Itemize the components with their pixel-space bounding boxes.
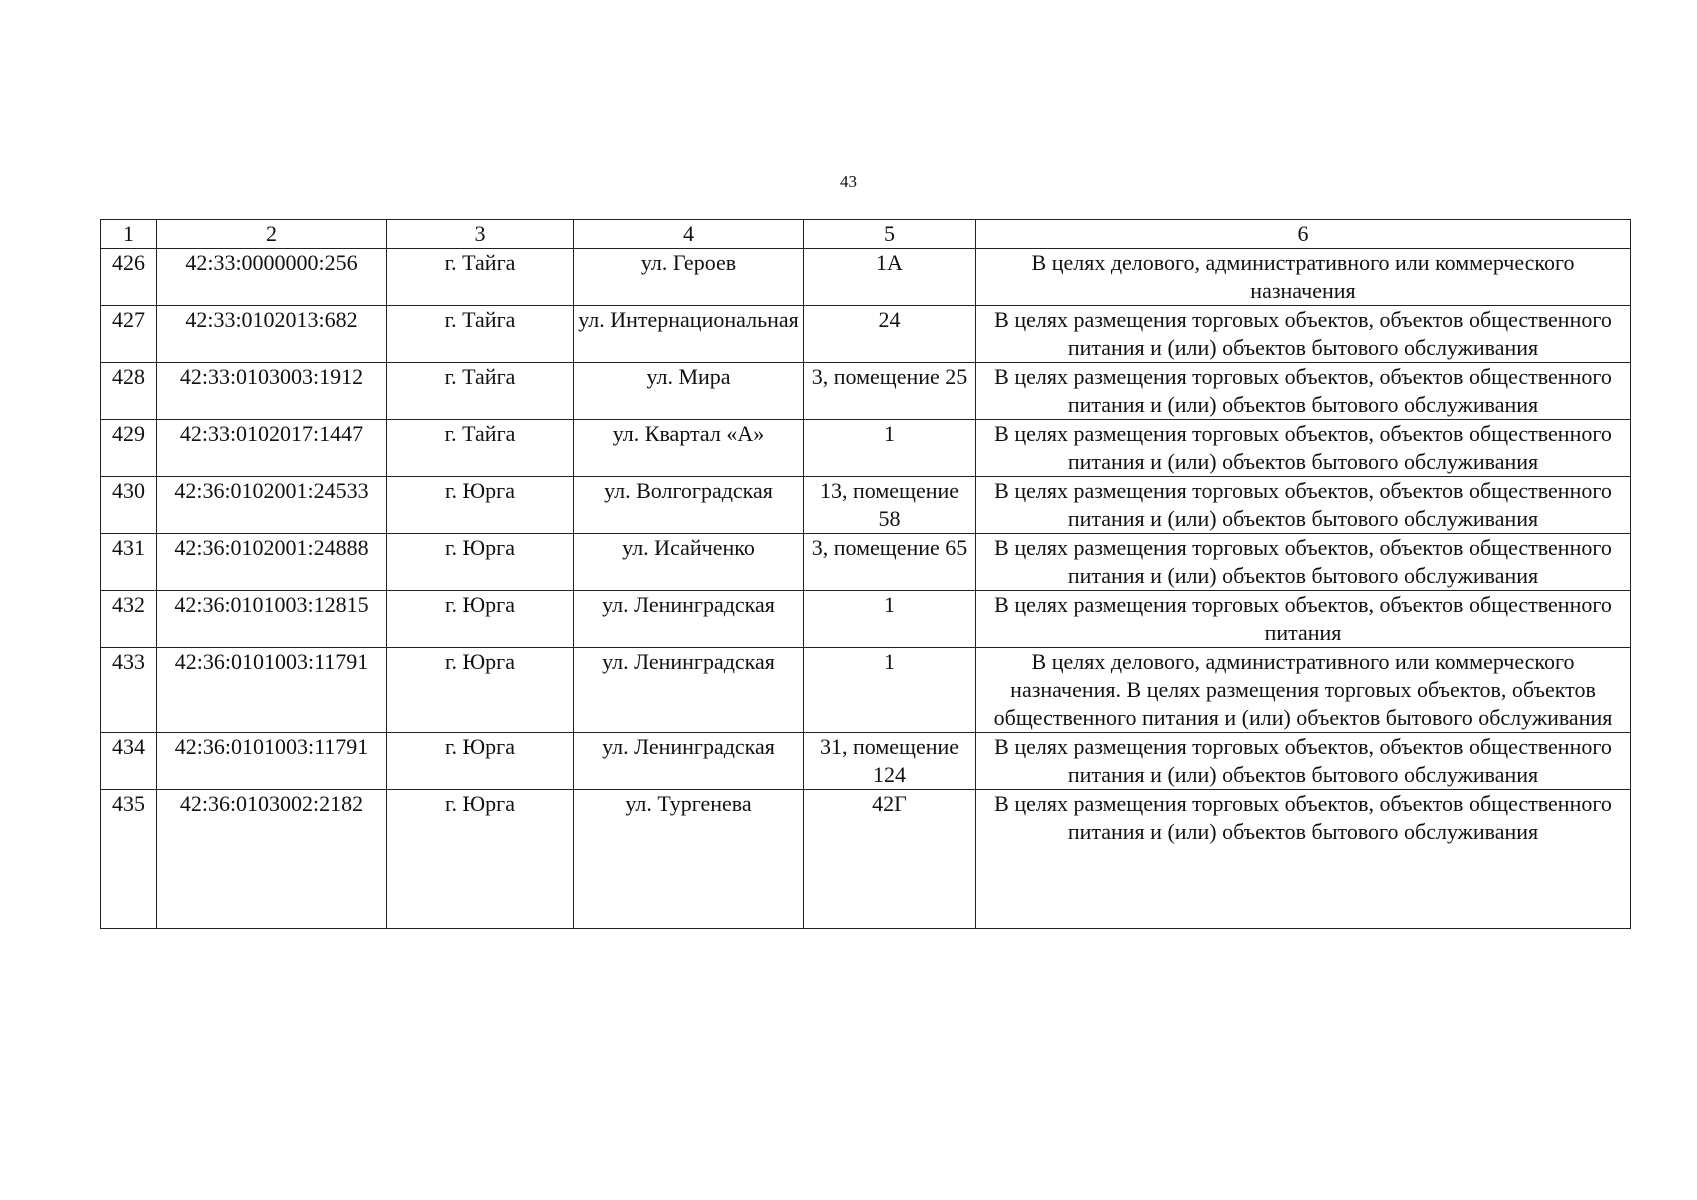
street: ул. Волгоградская xyxy=(574,477,804,534)
cadastral-number: 42:36:0102001:24533 xyxy=(157,477,387,534)
city: г. Тайга xyxy=(387,249,574,306)
usage-purpose: В целях размещения торговых объектов, объектов общественного питания и (или) объектов бытового обслуживания xyxy=(976,534,1631,591)
cadastral-number: 42:36:0101003:11791 xyxy=(157,648,387,733)
usage-purpose: В целях размещения торговых объектов, объектов общественного питания и (или) объектов бытового обслуживания xyxy=(976,477,1631,534)
usage-purpose: В целях размещения торговых объектов, объектов общественного питания xyxy=(976,591,1631,648)
usage-purpose: В целях размещения торговых объектов, объектов общественного питания и (или) объектов бытового обслуживания xyxy=(976,363,1631,420)
city: г. Тайга xyxy=(387,420,574,477)
table-row xyxy=(101,477,1631,534)
city: г. Юрга xyxy=(387,477,574,534)
usage-purpose: В целях делового, административного или коммерческого назначения xyxy=(976,249,1631,306)
city: г. Юрга xyxy=(387,733,574,790)
street: ул. Исайченко xyxy=(574,534,804,591)
cadastral-number: 42:33:0102013:682 xyxy=(157,306,387,363)
usage-purpose: В целях размещения торговых объектов, объектов общественного питания и (или) объектов бытового обслуживания xyxy=(976,306,1631,363)
house-number: 1А xyxy=(804,249,976,306)
house-number: 24 xyxy=(804,306,976,363)
street: ул. Героев xyxy=(574,249,804,306)
column-header: 5 xyxy=(804,220,976,249)
table-row xyxy=(101,591,1631,648)
house-number: 3, помещение 65 xyxy=(804,534,976,591)
street: ул. Ленинградская xyxy=(574,733,804,790)
table-row xyxy=(101,363,1631,420)
table-row xyxy=(101,733,1631,790)
usage-purpose: В целях размещения торговых объектов, объектов общественного питания и (или) объектов бытового обслуживания xyxy=(976,733,1631,790)
cadastral-number: 42:36:0103002:2182 xyxy=(157,790,387,929)
row-number: 429 xyxy=(101,420,157,477)
city: г. Юрга xyxy=(387,534,574,591)
column-header: 1 xyxy=(101,220,157,249)
row-number: 435 xyxy=(101,790,157,929)
table-row xyxy=(101,790,1631,929)
row-number: 428 xyxy=(101,363,157,420)
house-number: 13, помещение 58 xyxy=(804,477,976,534)
row-number: 432 xyxy=(101,591,157,648)
street: ул. Интернациональная xyxy=(574,306,804,363)
street: ул. Квартал «А» xyxy=(574,420,804,477)
column-header: 4 xyxy=(574,220,804,249)
cadastral-number: 42:36:0101003:12815 xyxy=(157,591,387,648)
city: г. Тайга xyxy=(387,306,574,363)
house-number: 1 xyxy=(804,420,976,477)
usage-purpose: В целях размещения торговых объектов, объектов общественного питания и (или) объектов бытового обслуживания xyxy=(976,420,1631,477)
cadastral-number: 42:33:0103003:1912 xyxy=(157,363,387,420)
table-row xyxy=(101,648,1631,733)
column-header: 2 xyxy=(157,220,387,249)
row-number: 433 xyxy=(101,648,157,733)
house-number: 1 xyxy=(804,591,976,648)
row-number: 431 xyxy=(101,534,157,591)
table-row xyxy=(101,534,1631,591)
row-number: 426 xyxy=(101,249,157,306)
city: г. Юрга xyxy=(387,648,574,733)
street: ул. Ленинградская xyxy=(574,591,804,648)
page-number: 43 xyxy=(840,172,857,191)
house-number: 42Г xyxy=(804,790,976,929)
usage-purpose: В целях делового, административного или коммерческого назначения. В целях размещения торговых объектов, объектов общественного питания и (или) объектов бытового обслуживания xyxy=(976,648,1631,733)
house-number: 3, помещение 25 xyxy=(804,363,976,420)
table-row xyxy=(101,420,1631,477)
city: г. Юрга xyxy=(387,790,574,929)
house-number: 1 xyxy=(804,648,976,733)
row-number: 430 xyxy=(101,477,157,534)
cadastral-number: 42:33:0102017:1447 xyxy=(157,420,387,477)
column-header: 3 xyxy=(387,220,574,249)
registry-table xyxy=(100,219,1631,929)
street: ул. Ленинградская xyxy=(574,648,804,733)
street: ул. Мира xyxy=(574,363,804,420)
usage-purpose: В целях размещения торговых объектов, объектов общественного питания и (или) объектов бытового обслуживания xyxy=(976,790,1631,929)
column-header: 6 xyxy=(976,220,1631,249)
house-number: 31, помещение 124 xyxy=(804,733,976,790)
street: ул. Тургенева xyxy=(574,790,804,929)
cadastral-number: 42:36:0102001:24888 xyxy=(157,534,387,591)
cadastral-number: 42:36:0101003:11791 xyxy=(157,733,387,790)
table-row xyxy=(101,249,1631,306)
city: г. Юрга xyxy=(387,591,574,648)
row-number: 434 xyxy=(101,733,157,790)
city: г. Тайга xyxy=(387,363,574,420)
cadastral-number: 42:33:0000000:256 xyxy=(157,249,387,306)
table-row xyxy=(101,306,1631,363)
row-number: 427 xyxy=(101,306,157,363)
column-number-row xyxy=(101,220,1631,249)
